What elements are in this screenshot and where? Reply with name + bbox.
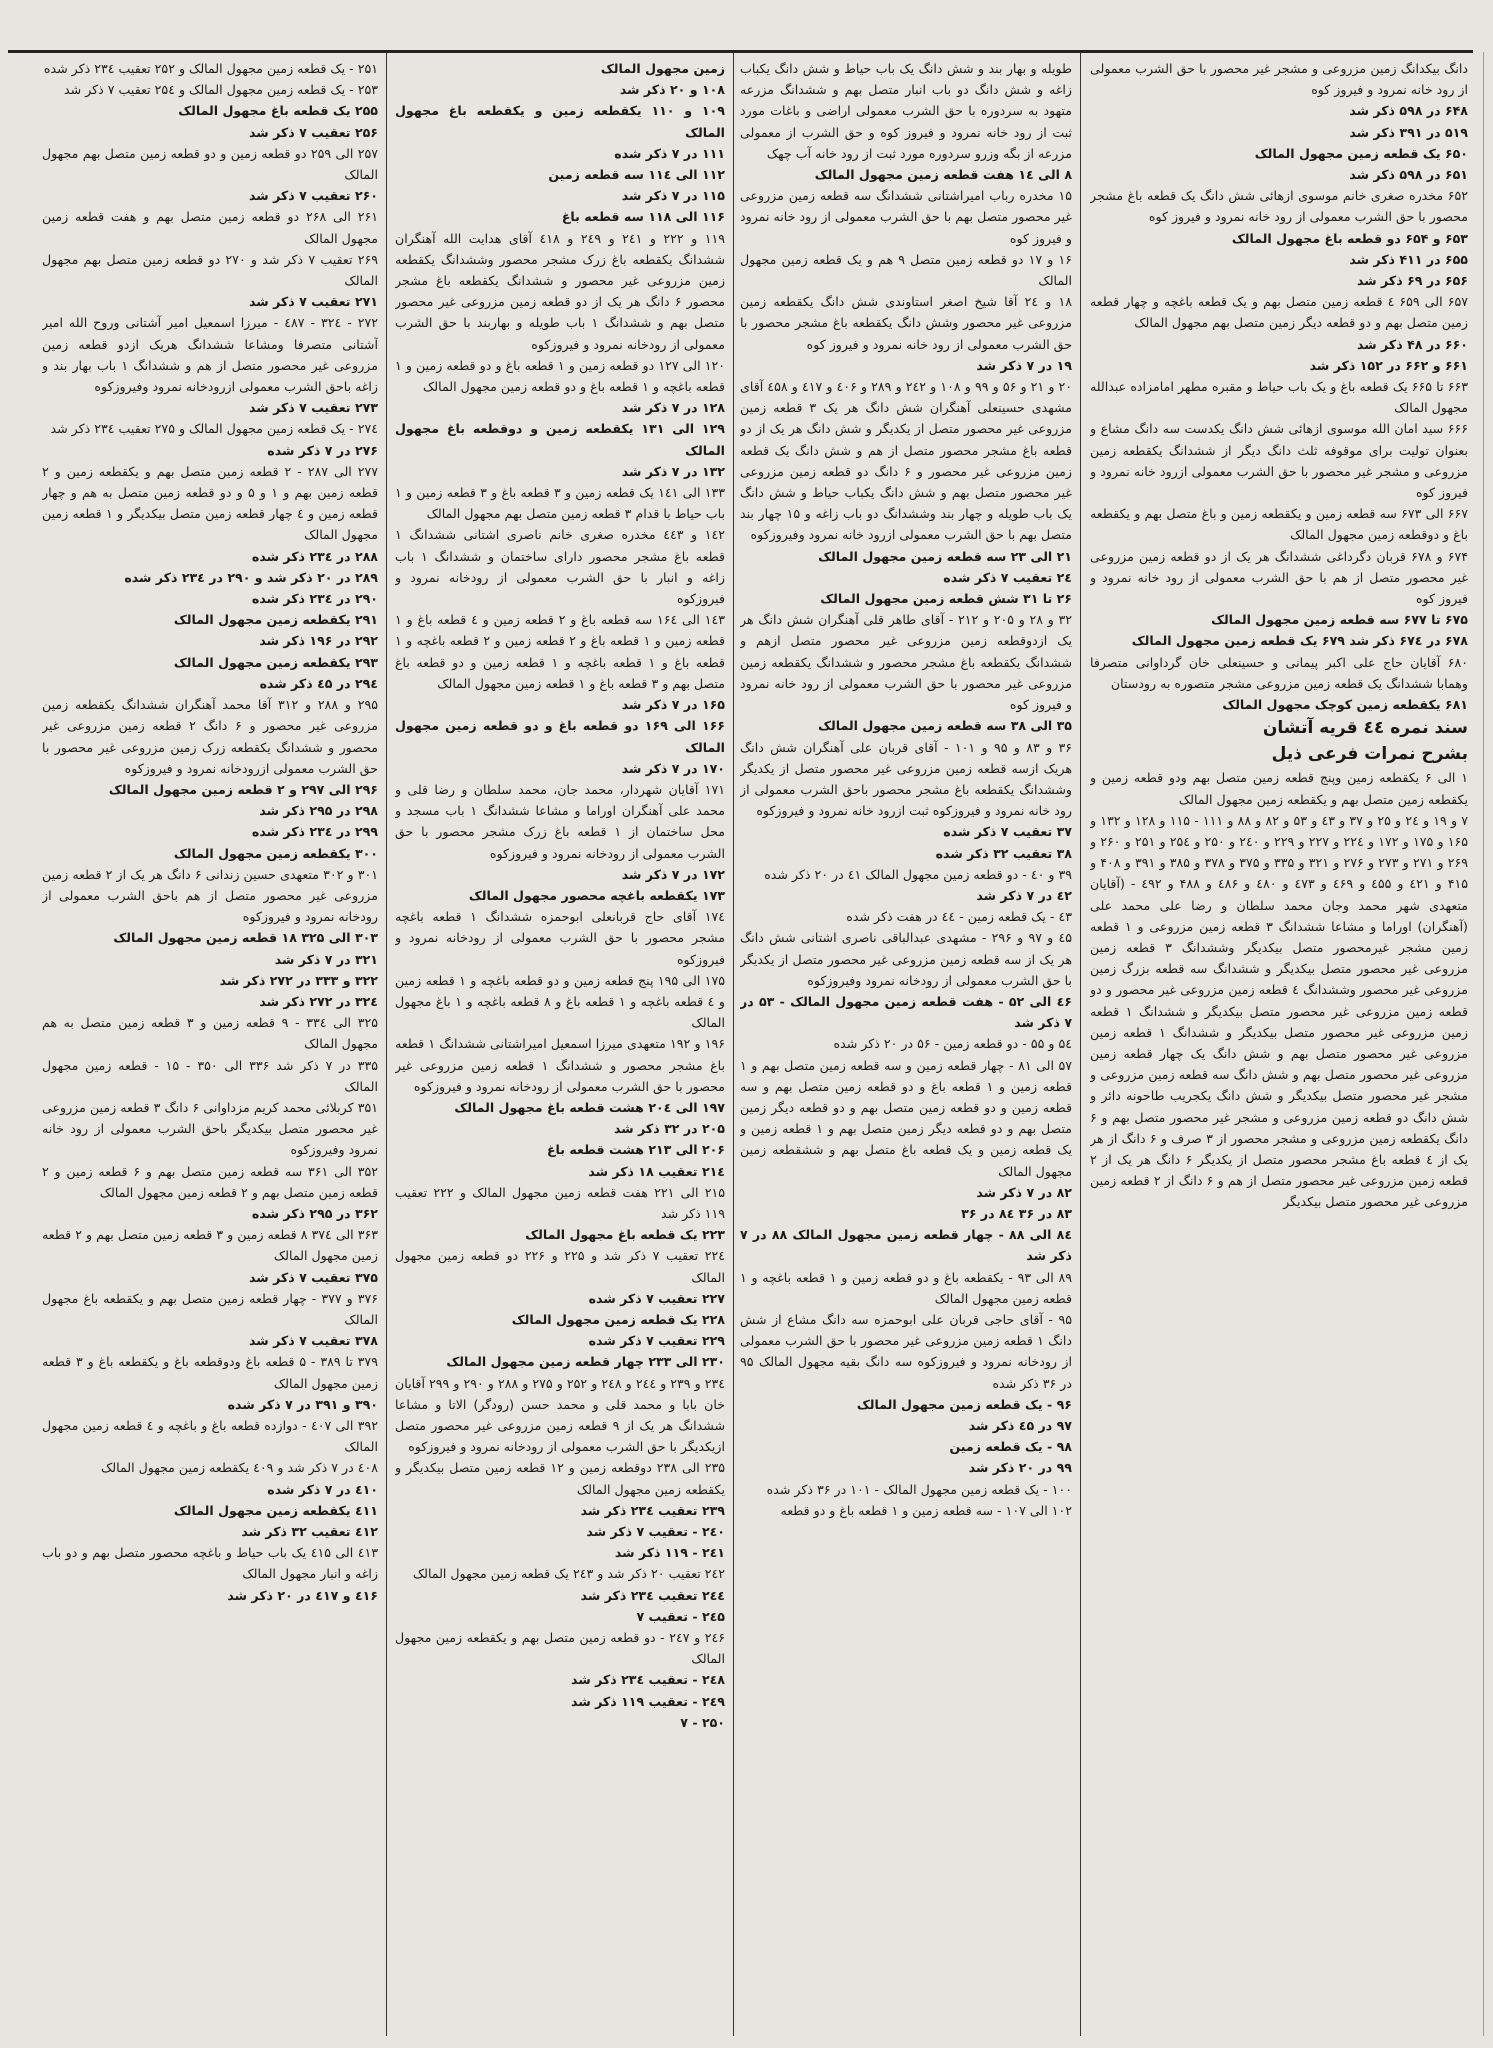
notice-entry: ۱۵ مخدره رباب امیراشتانی ششدانگ سه قطعه زمین مزروعی غیر محصور متصل بهم با حق الشرب معمولی از رود خانه نمرود و فیروز کوه (740, 188, 1072, 246)
notice-entry: ۶۷۴ و ۶۷۸ قربان دگرداغی ششدانگ هر یک از دو قطعه زمین مزروعی غیر محصور متصل از هم با حق الشرب معمولی از رود خانه نمرود و فیروز کوه (1090, 548, 1468, 607)
notice-entry: ۲۶۱ الی ۲۶۸ دو قطعه زمین متصل بهم و هفت قطعه زمین مجهول المالک (42, 209, 378, 246)
notice-entry: ۲۷٤ - یک قطعه زمین مجهول المالک و ۲۷۵ تعقیب ۲۳٤ ذکر شد (50, 421, 378, 437)
notice-entry: ۶۵۶ در ۶۹ ذکر شد (1357, 273, 1468, 289)
notice-entry: ۶۴۸ در ۵۹۸ ذکر شد (1349, 103, 1468, 119)
notice-entry: ۲۲۳ یک قطعه باغ مجهول المالک (525, 1227, 725, 1243)
notice-entry: ۱۷۰ در ۷ ذکر شد (621, 760, 725, 776)
notice-entry: ۲۷۶ در ۷ ذکر شده (267, 442, 378, 458)
notice-entry: ۱۱۶ الی ۱۱۸ سه قطعه باغ (561, 209, 725, 225)
notice-entry: ۲۷۷ الی ۲۸۷ - ۲ قطعه زمین متصل بهم و یکقطعه زمین و ۲ قطعه زمین بهم و ۱ و ۵ و دو قطعه زمین متصل به هم و چهار قطعه زمین و ٤ چهار قطعه زمین متصل بیکدیگر و ۱ قطعه زمین مجهول المالک (42, 463, 378, 543)
notice-entry: ۲۳۰ الی ۲۳۳ چهار قطعه زمین مجهول المالک (446, 1354, 725, 1370)
notice-entry: ۲۸۹ در ۲۰ ذکر شد و ۲۹۰ در ۲۳٤ ذکر شده (124, 569, 378, 585)
notice-entry: ۲۱ الی ۲۳ سه قطعه زمین مجهول المالک (818, 548, 1072, 564)
notice-entry: ۳۷۵ تعقیب ۷ ذکر شد (249, 1269, 378, 1285)
notice-entry: ۲٤ تعقیب ۷ ذکر شده (943, 569, 1072, 585)
section-heading: سند نمره ٤٤ قریه آتشان (1262, 718, 1468, 739)
notice-entry: ۲٤۶ و ۲٤۷ - دو قطعه زمین متصل بهم و یکقطعه زمین مجهول المالک (395, 1630, 725, 1667)
notice-entry: ۱۶۶ الی ۱۶۹ دو قطعه باغ و دو قطعه زمین مجهول المالک (395, 718, 725, 755)
notice-entry: ۱۱۲ الی ۱۱٤ سه قطعه زمین (548, 167, 725, 183)
column-divider (733, 52, 734, 2036)
notice-entry: ۳۰۳ الی ۳۲۵ ۱۸ قطعه زمین مجهول المالک (113, 930, 378, 946)
notice-entry: ۸۳ در ۳۶ ۸٤ در ۳۶ (961, 1205, 1072, 1221)
notice-entry: ۹۵ - آقای حاجی قربان علی ابوحمزه سه دانگ مشاع از شش دانگ ۱ قطعه زمین مزروعی غیر محصور با حق الشرب معمولی از رودخانه نمرود و فیروزکوه سه دانگ بقیه مجهول المالک ۹۵ در ۳۶ ذکر شده (740, 1311, 1072, 1391)
notice-entry: ۱۱۱ در ۷ ذکر شده (614, 145, 725, 161)
notice-entry: ۲۵۰ - ۷ (680, 1714, 725, 1730)
notice-entry: ۱٤۲ و ٤٤۳ مخدره صغری خانم ناصری اشتانی ششدانگ ۱ قطعه باغ مشجر محصور دارای ساختمان و ششدانگ ۱ باب زاغه و انبار با حق الشرب معمولی از رودخانه نمرود و فیروزکوه (395, 527, 725, 607)
notice-entry: ۶۸۱ یکقطعه زمین کوچک مجهول المالک (1222, 697, 1468, 713)
column-divider (386, 52, 387, 2036)
notice-entry: ۲۲٤ تعقیب ۷ ذکر شد و ۲۲۵ و ۲۲۶ دو قطعه زمین مجهول المالک (395, 1248, 725, 1285)
notice-entry: زمین مجهول المالک (600, 61, 725, 76)
notice-entry: ۲۳٤ و ۲۳۹ و ۲٤٤ و ۲٤۸ و ۲۵۲ و ۲۷۵ و ۲۸۸ و ۲۹۰ و ۲۹۹ آقایان خان بابا و محمد قلی و محمد حسن (رودگر) الاتا و مشاعا ششدانگ هر یک از ۹ قطعه زمین مزروعی غیر محصور متصل ازیکدیگر با حق الشرب معمولی از رودخانه نمرود و فیروزکوه (395, 1375, 725, 1455)
notice-entry: ۳۲٤ در ۲۷۲ ذکر شد (259, 993, 378, 1009)
notice-entry: ۹۹ در ۲۰ ذکر شد (968, 1460, 1072, 1476)
notice-entry: ۱۱۹ و ۲۲۲ و ۲٤۱ و ۲٤۹ و ٤۱۸ آقای هدایت الله آهنگران ششدانگ یکقطعه باغ زرک مشجر محصور وششدانگ یکقطعه زمین مزروعی غیر محصور و ششدانگ یکقطعه باغ مشجر محصور ۶ دانگ هر یک از دو قطعه زمین مزروعی غیر محصور متصل بهم و ششدانگ ۱ باب طویله و بهاربند با حق الشرب معمولی از رودخانه نمرود و فیروزکوه (395, 230, 725, 352)
notice-entry: ۳۹۰ و ۳۹۱ در ۷ ذکر شده (227, 1396, 378, 1412)
notice-entry: ۵۱۹ در ۳۹۱ ذکر شد (1349, 124, 1468, 140)
notice-entry: ۲۹۳ یکقطعه زمین مجهول المالک (173, 654, 378, 670)
notice-entry: ٤۲ در ۷ ذکر شد (976, 887, 1072, 903)
notice-entry: ۳۳۵ در ۷ ذکر شد ۳۳۶ الی ۳۵۰ - ۱۵ - قطعه زمین مجهول المالک (42, 1057, 378, 1094)
notice-entry: ۱۷۲ در ۷ ذکر شد (621, 866, 725, 882)
notice-entry: ۲٤٤ تعقیب ۲۳٤ ذکر شد (580, 1587, 725, 1603)
notice-entry: ۶۵۷ الی ۶۵۹ ٤ قطعه زمین متصل بهم و یک قطعه باغچه و چهار قطعه زمین متصل بهم و دو قطعه دیگر زمین متصل بهم مجهول المالک (1090, 294, 1468, 331)
notice-entry: ۱۸ و ۲٤ آقا شیخ اصغر استاوندی شش دانگ یکقطعه زمین مزروعی غیر محصور وشش دانگ یکقطعه باغ مشجر محصور با حق الشرب معمولی از رود خانه نمرود و فیروز کوه (740, 294, 1072, 352)
notice-entry: ۲۶۹ تعقیب ۷ ذکر شد و ۲۷۰ دو قطعه زمین متصل بهم مجهول المالک (42, 251, 378, 289)
notice-entry: ۳۷۸ تعقیب ۷ ذکر شد (249, 1333, 378, 1349)
text-column-3 (395, 58, 725, 2033)
notice-entry: ۳۲۲ و ۳۳۳ در ۲۷۲ ذکر شد (219, 972, 378, 988)
notice-entry: ۶۷۵ تا ۶۷۷ سه قطعه زمین مجهول المالک (1211, 612, 1468, 628)
notice-entry: ٤۶ الی ۵۲ - هفت قطعه زمین مجهول المالک - ۵۳ در ۷ ذکر شد (740, 993, 1072, 1031)
notice-entry: ۲٤۱ - ۱۱۹ ذکر شد (614, 1545, 725, 1561)
notice-entry: ۲۹۶ الی ۲۹۷ و ۲ قطعه زمین مجهول المالک (108, 781, 378, 797)
notice-entry: ۶۶۳ تا ۶۶۵ یک قطعه باغ و یک باب حیاط و مقبره مطهر امامزاده عبدالله مجهول المالک (1090, 379, 1468, 416)
notice-entry: ۱۰۸ و ۲۰ ذکر شد (619, 82, 725, 98)
notice-entry: ۲۹٤ در ٤۵ ذکر شده (259, 675, 378, 691)
notice-entry: ۲۰۶ الی ۲۱۳ هشت قطعه باغ (546, 1142, 725, 1158)
notice-entry: ۱۶۵ در ۷ ذکر شد (621, 697, 725, 713)
notice-entry: ۳۲۱ در ۷ ذکر شد (274, 951, 378, 967)
column-divider (1080, 52, 1081, 2036)
notice-entry: ۲۱٤ تعقیب ۱۸ ذکر شد (588, 1163, 725, 1179)
notice-entry: ۲۹۹ در ۲۳٤ ذکر شده (251, 824, 378, 840)
notice-entry: ۲۸۸ در ۲۳٤ ذکر شده (251, 548, 378, 564)
notice-entry: ۲۹۲ در ۱۹۶ ذکر شد (259, 633, 378, 649)
notice-entry: ۱۹۶ و ۱۹۲ متعهدی میرزا اسمعیل امیراشتانی ششدانگ ۱ قطعه باغ مشجر محصور و ششدانگ ۱ قطعه زمین مزروعی غیر محصور با حق الشرب معمولی از رودخانه نمرود و فیروزکوه (395, 1036, 725, 1094)
notice-entry: ۶۶۱ و ۶۶۲ در ۱۵۲ ذکر شد (1309, 357, 1468, 373)
notice-entry: ۲۷۲ - ۳۲٤ - ٤۸۷ - میرزا اسمعیل امیر آشتانی وروح الله امیر آشتانی متصرفا ومشاعا ششدانگ هریک ازدو قطعه زمین مزروعی غیر محصور متصل از هم و ششدانگ ۱ باب بهار بند و زاغه باحق الشرب معمولی ازرودخانه نمرود وفیروزکوه (42, 315, 378, 395)
notice-entry: ٤۱۳ الی ٤۱۵ یک باب حیاط و باغچه محصور متصل بهم و دو باب زاغه و انبار مجهول المالک (42, 1545, 378, 1582)
notice-entry: ۲۷۱ تعقیب ۷ ذکر شد (249, 294, 378, 310)
notice-entry: ۲۵۷ الی ۲۵۹ دو قطعه زمین و دو قطعه زمین متصل بهم مجهول المالک (42, 145, 378, 183)
notice-entry: ۲٤۸ - تعقیب ۲۳٤ ذکر شد (571, 1672, 725, 1688)
notice-entry: ۳۵ الی ۳۸ سه قطعه زمین مجهول المالک (818, 718, 1072, 734)
notice-entry: ۱٤۳ الی ۱۶٤ سه قطعه باغ و ۲ قطعه زمین و ٤ قطعه باغ و ۱ قطعه زمین و ۱ قطعه باغ و ۲ قطعه زمین و ۲ قطعه باغچه و ۱ قطعه باغ و ۱ قطعه باغچه و ۱ قطعه زمین و دو قطعه باغ متصل بهم و ۳ قطعه باغ و ۱ قطعه زمین مجهول المالک (395, 612, 725, 691)
notice-entry: ۲۲۹ تعقیب ۷ ذکر شده (588, 1333, 725, 1349)
notice-entry: ۶۶۷ الی ۶۷۳ سه قطعه زمین و یکقطعه زمین و باغ متصل بهم و یکقطعه باغ و دوقطعه زمین مجهول المالک (1090, 506, 1468, 543)
notice-entry: ۶۵۳ و ۶۵۴ دو قطعه باغ مجهول المالک (1231, 230, 1468, 246)
notice-entry: ۳۵۱ کربلائی محمد کریم مزداوانی ۶ دانگ ۳ قطعه زمین مزروعی غیر محصور متصل بیکدیگر باحق الشرب معمولی از رود خانه نمرود وفیروزکوه (42, 1099, 378, 1158)
notice-entry: ۳۰۰ یکقطعه زمین مجهول المالک (173, 845, 378, 861)
notice-entry: ۲۰ و ۲۱ و ۵۶ و ۹۹ و ۱۰۸ و ۲٤۲ و ۲۸۹ و ٤۰۶ و ٤۱۷ و ٤۵۸ آقای مشهدی حسینعلی آهنگران شش دانگ هر یک ۳ قطعه زمین مزروعی غیر محصور متصل از یکدیگر و شش دانگ هر یک از دو قطعه باغ مشجر محصور متصل از هم و شش دانگ یک قطعه زمین مزروعی غیر محصور و ۶ دانگ دو قطعه زمین مزروعی غیر محصور متصل بهم و شش دانگ یکباب حیاط و شش دانگ یک باب طویله و چهار بند وششدانگ دو باب زاغه و ١۵ چهار بند متصل بهم با حق الشرب معمولی ازرود خانه نمرود وفیروزکوه (740, 379, 1072, 543)
text-column-2 (740, 58, 1072, 2033)
notice-entry: ۶۵۵ در ۴۱۱ ذکر شد (1349, 251, 1468, 267)
notice-entry: ۱۷۵ الی ۱۹۵ پنج قطعه زمین و دو قطعه باغچه و ۱ قطعه زمین و ٤ قطعه باغچه و ۱ قطعه باغ و ۸ قطعه باغچه و ۱ باغ مجهول المالک (395, 972, 725, 1031)
notice-entry: ۳۹۲ الی ٤۰۷ - دوازده قطعه باغ و باغچه و ٤ قطعه زمین مجهول المالک (42, 1418, 378, 1455)
section-heading: بشرح نمرات فرعی ذیل (1271, 744, 1468, 765)
notice-entry: ۱۲۹ الی ۱۳۱ یکقطعه زمین و دوقطعه باغ مجهول المالک (395, 421, 725, 458)
notice-entry: ۲۲۷ تعقیب ۷ ذکر شده (588, 1290, 725, 1306)
text-column-1 (1090, 58, 1468, 2033)
notice-entry: ٤۱۲ تعقیب ۳۲ ذکر شد (241, 1524, 378, 1540)
notice-entry: ۱۱۵ در ۷ ذکر شد (621, 188, 725, 204)
notice-entry: ٤۱۶ و ٤۱۷ در ۲۰ ذکر شد (227, 1587, 378, 1603)
notice-entry: ۸ الی ١٤ هفت قطعه زمین مجهول المالک (814, 167, 1072, 183)
notice-entry: ۲۱۵ الی ۲۲۱ هفت قطعه زمین مجهول المالک و ۲۲۲ تعقیب ۱۱۹ ذکر شد (395, 1184, 725, 1221)
notice-entry: ۲۳۹ تعقیب ۲۳٤ ذکر شد (580, 1502, 725, 1518)
notice-entry: ۲٤۲ تعقیب ۲۰ ذکر شد و ۲٤۳ یک قطعه زمین مجهول المالک (412, 1566, 725, 1582)
notice-entry: ۱۲۸ در ۷ ذکر شد (621, 400, 725, 416)
notice-entry: ۶۸۰ آقایان حاج علی اکبر پیمانی و حسینعلی خان گرداوانی متصرفا وهمابا ششدانگ یک قطعه زمین مزروعی مشجر متصوره به رودستان (1090, 654, 1468, 691)
notice-entry: ۲۹۱ یکقطعه زمین مجهول المالک (173, 612, 378, 628)
notice-entry: ۹۸ - یک قطعه زمین (949, 1439, 1072, 1455)
notice-entry: ۱۳۲ در ۷ ذکر شد (621, 463, 725, 479)
notice-entry: ۶۵۰ یک قطعه زمین مجهول المالک (1254, 145, 1468, 161)
notice-entry: ۱۹ در ۷ ذکر شد (976, 357, 1072, 373)
notice-entry: ۸۹ الی ۹۳ - یکقطعه باغ و دو قطعه زمین و ۱ قطعه باغچه و ۱ قطعه زمین مجهول المالک (740, 1269, 1072, 1306)
notice-entry: ۳۲۵ الی ۳۳٤ - ۹ قطعه زمین و ۳ قطعه زمین متصل به هم مجهول المالک (42, 1015, 378, 1052)
notice-entry: ۱۰۹ و ۱۱۰ یکقطعه زمین و یکقطعه باغ مجهول المالک (395, 103, 725, 140)
notice-entry: ۲۹۸ در ۲۹۵ ذکر شد (259, 803, 378, 819)
notice-entry: ۳۷۶ و ۳۷۷ - چهار قطعه زمین متصل بهم و یکقطعه باغ مجهول المالک (42, 1290, 378, 1327)
notice-entry: ۲۳۵ الی ۲۳۸ دوقطعه زمین و ۱۲ قطعه زمین متصل بیکدیگر و یکقطعه زمین مجهول المالک (395, 1460, 725, 1497)
text-column-4 (42, 58, 378, 2033)
notice-entry: ٤۳ - یک قطعه زمین - ٤٤ در هفت ذکر شده (846, 909, 1072, 925)
notice-entry: ٤۵ و ۹۷ و ۲۹۶ - مشهدی عبدالباقی ناصری اشتانی شش دانگ هر یک از سه قطعه زمین مزروعی غیر محصور متصل از یکدیگر با حق الشرب معمولی از رودخانه نمرود وفیروزکوه (740, 930, 1072, 988)
notice-entry: ۸٤ الی ۸۸ - چهار قطعه زمین مجهول المالک ۸۸ در ۷ ذکر شد (740, 1227, 1072, 1264)
notice-entry: ۲۲۸ یک قطعه زمین مجهول المالک (511, 1311, 725, 1327)
notice-entry: ٤۰۸ در ۷ ذکر شد و ٤۰۹ یکقطعه زمین مجهول المالک (101, 1460, 378, 1476)
notice-entry: ۲۵۳ - یک قطعه زمین مجهول المالک و ۲۵٤ تعقیب ۷ ذکر شد (64, 82, 378, 98)
notice-entry: ۲۷۳ تعقیب ۷ ذکر شد (249, 400, 378, 416)
notice-entry: ۲٤۰ - تعقیب ۷ ذکر شد (586, 1524, 725, 1540)
notice-entry: ۱۶ و ۱۷ دو قطعه زمین متصل ۹ هم و یک قطعه زمین مجهول المالک (740, 251, 1072, 289)
notice-entry: ۵٤ و ۵۵ - دو قطعه زمین - ۵۶ در ۲۰ ذکر شده (833, 1036, 1072, 1052)
notice-entry: ۳۶۳ الی ۳۷٤ ۸ قطعه زمین و ۳ قطعه زمین متصل بهم و ۲ قطعه زمین مجهول المالک (42, 1227, 378, 1264)
notice-entry: ۳۰۱ و ۳۰۲ متعهدی حسین زندانی ۶ دانگ هر یک از ۲ قطعه زمین مزروعی غیر محصور متصل از هم باحق الشرب معمولی از رودخانه نمرود و فیروزکوه (42, 866, 378, 925)
notice-entry: ۳۶۲ در ۲۹۵ ذکر شده (251, 1205, 378, 1221)
notice-entry: ۲۵۵ یک قطعه باغ مجهول المالک (178, 103, 378, 119)
notice-entry: ۶۵۲ مخدره صغری خانم موسوی ازهائی شش دانگ یک قطعه باغ مشجر محصور با حق الشرب معمولی از رود خانه نمرود و فیروز کوه (1090, 188, 1468, 225)
notice-entry: ۱۷٤ آقای حاج قربانعلی ابوحمزه ششدانگ ۱ قطعه باغچه مشجر محصور با حق الشرب معمولی از رودخانه نمرود و فیروزکوه (395, 909, 725, 967)
notice-entry: ۲۵۶ تعقیب ۷ ذکر شد (249, 124, 378, 140)
notice-entry: ۲۶۰ تعقیب ۷ ذکر شد (249, 188, 378, 204)
notice-entry: دانگ بیکدانگ زمین مزروعی و مشجر غیر محصور با حق الشرب معمولی از رود خانه نمرود و فیروز کوه (1090, 61, 1468, 98)
notice-entry: ۲۵۱ - یک قطعه زمین مجهول المالک و ۲۵۲ تعقیب ۲۳٤ ذکر شده (43, 61, 378, 76)
notice-entry: ۳۵۲ الی ۳۶۱ سه قطعه زمین متصل بهم و ۶ قطعه زمین و ۲ قطعه زمین متصل بهم و ۲ قطعه زمین مجهول المالک (42, 1163, 378, 1200)
notice-entry: ۳۸ تعقیب ۳۲ ذکر شده (935, 845, 1072, 861)
page-edge-rule (1483, 52, 1484, 2036)
notice-entry: ۶۵۱ در ۵۹۸ ذکر شد (1349, 167, 1468, 183)
notice-entry: ۲٤۵ - تعقیب ۷ (636, 1608, 725, 1624)
notice-entry: ۲۹۵ و ۲۸۸ و ۳۱۲ آقا محمد آهنگران ششدانگ یکقطعه زمین مزروعی غیر محصور و ۶ دانگ ۲ قطعه زمین مزروعی غیر محصور و ششدانگ یکقطعه زرک زمین مزروعی غیر محصور با حق الشرب معمولی ازرودخانه نمرود و فیروزکوه (42, 697, 378, 776)
notice-entry: ۱۲۰ الی ۱۲۷ دو قطعه زمین و ۱ قطعه باغ و دو قطعه زمین و ۱ قطعه باغچه و ۱ قطعه باغ و دو قطعه زمین مجهول المالک (395, 357, 725, 395)
notice-entry: ۱۹۷ الی ۲۰٤ هشت قطعه باغ مجهول المالک (454, 1099, 725, 1115)
notice-entry: ۸۲ در ۷ ذکر شد (976, 1184, 1072, 1200)
notice-entry: ٤۱۰ در ۷ ذکر شده (267, 1481, 378, 1497)
notice-entry: ۶۶۶ سید امان الله موسوی ازهائی شش دانگ یکدست سه دانگ مشاع و بعنوان تولیت برای موقوفه ثلث دانگ دیگر از ششدانگ یکقطعه زمین مزروعی و مشجر غیر محصور با حق الشرب معمولی ازرود خانه نمرود و فیروز کوه (1090, 421, 1468, 501)
notice-entry: ۵۷ الی ۸۱ - چهار قطعه زمین و سه قطعه زمین متصل بهم و ۱ قطعه زمین و ۱ قطعه باغ و دو قطعه زمین متصل بهم و سه قطعه زمین و دو قطعه زمین متصل بهم و دو قطعه دیگر زمین متصل بهم و دو قطعه دیگر زمین متصل بهم و ۱ قطعه زمین و یک قطعه زمین و یک قطعه باغ متصل بهم و ششقطعه زمین مجهول المالک (740, 1057, 1072, 1179)
notice-entry: طویله و بهار بند و شش دانگ یک باب حیاط و شش دانگ یکباب زاغه و شش دانگ دو باب انبار متصل بهم و ششدانگ مزرعه متهود به سردوره با حق الشرب معمولی اراضی و باغات مورد ثبت از رود خانه نمرود و فیروز کوه و حق الشرب از معمولی مزرعه از بگه وزرو سردوره مورد ثبت از رود خانه آب چهک (740, 61, 1072, 161)
notice-entry: ۳۷ تعقیب ۷ ذکر شده (943, 824, 1072, 840)
notice-entry: ۱۳۳ الی ۱٤۱ یک قطعه زمین و ۳ قطعه باغ و ۳ قطعه زمین و ۱ باب حیاط با قدام ۳ قطعه زمین متصل بهم مجهول المالک (395, 485, 725, 522)
notice-entry: ۲٤۹ - تعقیب ۱۱۹ ذکر شد (571, 1693, 725, 1709)
notice-entry: ۳۲ و ۲۸ و ۲۰۵ و ۲۱۲ - آقای طاهر قلی آهنگران شش دانگ هر یک ازدوقطعه زمین مزروعی غیر محصور متصل ازهم و ششدانگ یکقطعه باغ مشجر محصور و ششدانگ یکقطعه زمین مزروعی غیر محصور با حق الشرب معمولی از رود خانه نمرود و فیروز کوه (740, 612, 1072, 713)
notice-entry: ۳۷۹ تا ۳۸۹ - ۵ قطعه باغ ودوقطعه باغ و یکقطعه باغ و ۳ قطعه زمین مجهول المالک (42, 1354, 378, 1391)
notice-entry: ۱۷۱ آقایان شهردار، محمد جان، محمد سلطان و رضا قلی و محمد علی آهنگران اوراما و مشاعا ششدانگ ۱ باب مسجد و محل ساختمان از ۱ قطعه باغ زرک مشجر محصور با حق الشرب معمولی از رودخانه نمرود و فیروزکوه (395, 781, 725, 861)
top-rule (8, 50, 1473, 53)
notice-entry: ٤۱۱ یکقطعه زمین مجهول المالک (173, 1502, 378, 1518)
notice-entry: ۱۰۰ - یک قطعه زمین مجهول المالک - ۱۰۱ در ۳۶ ذکر شده (766, 1481, 1072, 1497)
notice-entry: ۱۷۳ یکقطعه باغچه محصور مجهول المالک (468, 887, 725, 903)
notice-entry: ۳۶ و ۸۳ و ۹۵ و ۱۰۱ - آقای قربان علی آهنگران شش دانگ هریک ازسه قطعه زمین مزروعی غیر محصور متصل از یکدیگر وششدانگ یکقطعه باغ مشجر محصور باحق الشرب معمولی از رود خانه نمرود و فیروزکوه ثبت ازرود خانه نمرود و فیروزکوه (740, 739, 1072, 819)
notice-entry: ۲۹۰ در ۲۳٤ ذکر شده (251, 591, 378, 607)
notice-entry: ۷ و ۱۹ و ۲٤ و ۲۵ و ۳۷ و ٤۳ و ۵۳ و ۸۲ و ۸۸ و ۱۱۱ - ۱۱۵ و ۱۲۸ و ۱۳۲ و ۱۶۵ و ۱۷۵ و ۱۷۲ و ۲۲٤ و ۲۲۷ و ۲۲۹ و ۲٤۰ و ۲۵۰ و ۲۵٤ و ۲۵۱ و ۲۶۰ و ۲۶۹ و ۲۷۱ و ۲۷۳ و ۲۷۶ و ۳۲۱ و ۳۳۵ و ۳۷۵ و ۳۷۸ و ۳۸۵ و ۳۹۱ و ۴۰۸ و ۴۱۵ و ٤۲۱ و ٤۵۵ و ٤۶۹ و ٤۷۳ و ٤۸۰ و ٤۸۶ و ۴۸۸ و ٤۹۲ - (آقایان متعهدی شهر محمد وجان محمد سلطان و رضا علی محمد علی (آهنگران) اوراما و مشاعا ششدانگ ۳ قطعه زمین مزروعی و ۱ قطعه زمین مشجر غیرمحصور متصل بیکدیگر وششدانگ ۳ قطعه زمین مزروعی غیر محصور متصل بیکدیگر و ششدانگ سه قطعه بزرگ زمین مزروعی غیر محصور وششدانگ ٤ قطعه زمین مزروعی غیر محصور و دو قطعه زمین مزروعی غیر محصور متصل بیکدیگر و ششدانگ ۱ قطعه زمین مزروعی غیر محصور متصل بیکدیگر و ششدانگ ۱ قطعه زمین مزروعی غیر محصور متصل بهم و شش دانگ یک چهار قطعه زمین مزروعی غیر محصور متصل بهم و شش دانگ سه قطعه زمین مزروعی و مشجر غیر محصور متصل بیکدیگر و شش دانگ یکجریب طاحونه دائر و شش دانگ دو قطعه زمین مزروعی و مشجر غیر محصور متصل بهم و ۶ دانگ یکقطعه زمین مزروعی و مشجر محصور از ۳ صرف و ۶ دانگ از هر یک از ٤ قطعه باغ مشجر محصور متصل از یکدیگر ۶ دانگ هر یک از ۲ قطعه زمین مزروعی غیر محصور متصل از هم و ۶ دانگ از ۲ قطعه زمین مزروعی غیر محصور متصل بیکدیگر (1090, 812, 1468, 1210)
notice-entry: ۶۶۰ در ۴۸ ذکر شد (1357, 336, 1468, 352)
notice-entry: ۶۷۸ در ۶۷٤ ذکر شد ۶۷۹ یک قطعه زمین مجهول المالک (1131, 633, 1468, 649)
notice-entry: ۳۹ و ٤۰ - دو قطعه زمین مجهول المالک ٤١ در ۲۰ ذکر شده (764, 866, 1072, 882)
notice-entry: ۹۷ در ٤۵ ذکر شد (968, 1418, 1072, 1433)
notice-entry: ۱۰۲ الی ۱۰۷ - سه قطعه زمین و ۱ قطعه باغ و دو قطعه (780, 1502, 1072, 1518)
notice-entry: ۲۶ تا ۳۱ شش قطعه زمین مجهول المالک (820, 591, 1072, 607)
notice-entry: ۲۰۵ در ۳۲ ذکر شد (614, 1121, 725, 1137)
notice-entry: ۹۶ - یک قطعه زمین مجهول المالک (856, 1396, 1072, 1412)
notice-entry: ۱ الی ۶ یکقطعه زمین وپنج قطعه زمین متصل بهم ودو قطعه زمین و یکقطعه زمین متصل بهم و یکقطعه زمین مجهول المالک (1090, 770, 1468, 807)
